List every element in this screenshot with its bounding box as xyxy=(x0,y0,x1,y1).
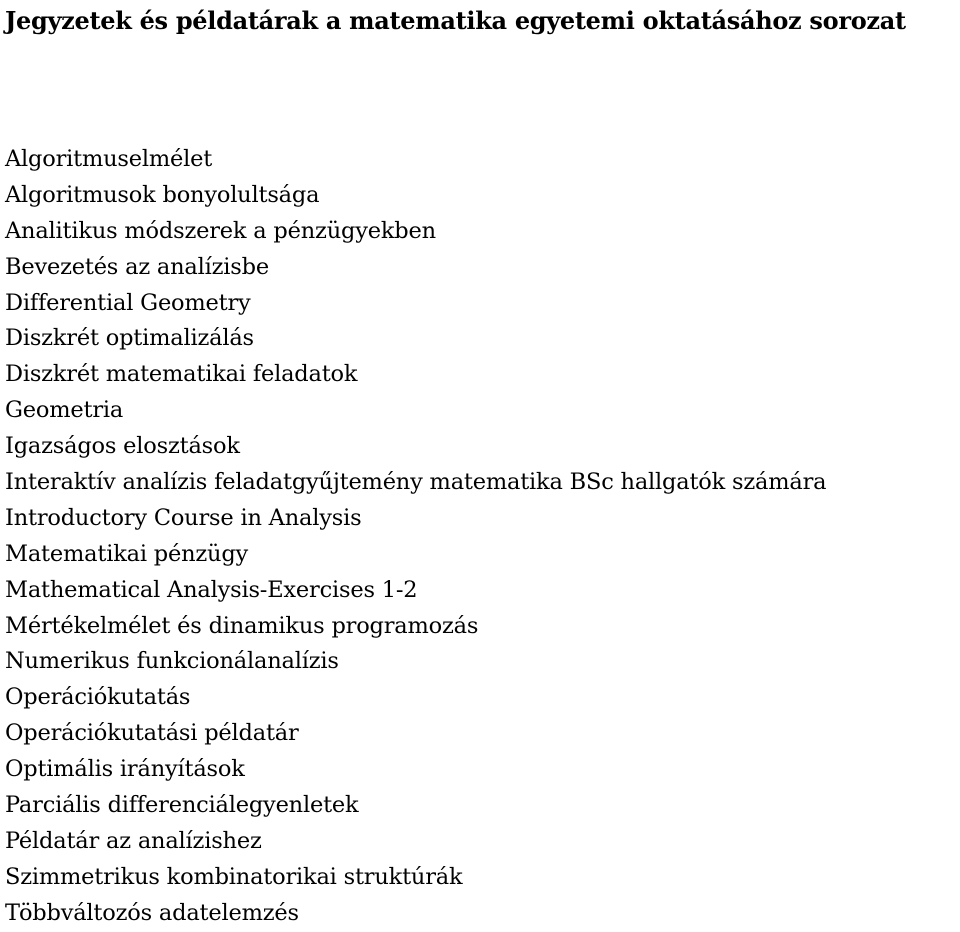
list-item: Mathematical Analysis-Exercises 1-2 xyxy=(5,576,418,603)
list-item: Introductory Course in Analysis xyxy=(5,504,362,531)
list-item: Interaktív analízis feladatgyűjtemény matematika BSc hallgatók számára xyxy=(5,469,827,496)
document-page xyxy=(5,0,957,926)
list-item: Differential Geometry xyxy=(5,289,251,316)
list-item: Diszkrét optimalizálás xyxy=(5,325,254,352)
list-item: Optimális irányítások xyxy=(5,756,245,783)
list-item: Analitikus módszerek a pénzügyekben xyxy=(5,217,436,244)
series-title: Jegyzetek és példatárak a matematika egyetemi oktatásához sorozat xyxy=(5,6,906,35)
book-list xyxy=(5,142,960,932)
list-item: Parciális differenciálegyenletek xyxy=(5,792,359,819)
list-item: Matematikai pénzügy xyxy=(5,540,249,567)
list-item: Algoritmuselmélet xyxy=(5,146,213,172)
list-item: Bevezetés az analízisbe xyxy=(5,253,269,280)
list-item: Diszkrét matematikai feladatok xyxy=(5,361,358,388)
list-item: Szimmetrikus kombinatorikai struktúrák xyxy=(5,863,463,890)
list-item: Mértékelmélet és dinamikus programozás xyxy=(5,612,479,639)
list-item: Többváltozós adatelemzés xyxy=(5,899,299,926)
list-item: Példatár az analízishez xyxy=(5,827,262,854)
list-item: Algoritmusok bonyolultsága xyxy=(5,181,320,208)
list-item: Geometria xyxy=(5,397,124,424)
list-item: Operációkutatás xyxy=(5,684,191,711)
list-item: Numerikus funkcionálanalízis xyxy=(5,648,339,675)
list-item: Operációkutatási példatár xyxy=(5,720,299,747)
list-item: Igazságos elosztások xyxy=(5,433,240,460)
